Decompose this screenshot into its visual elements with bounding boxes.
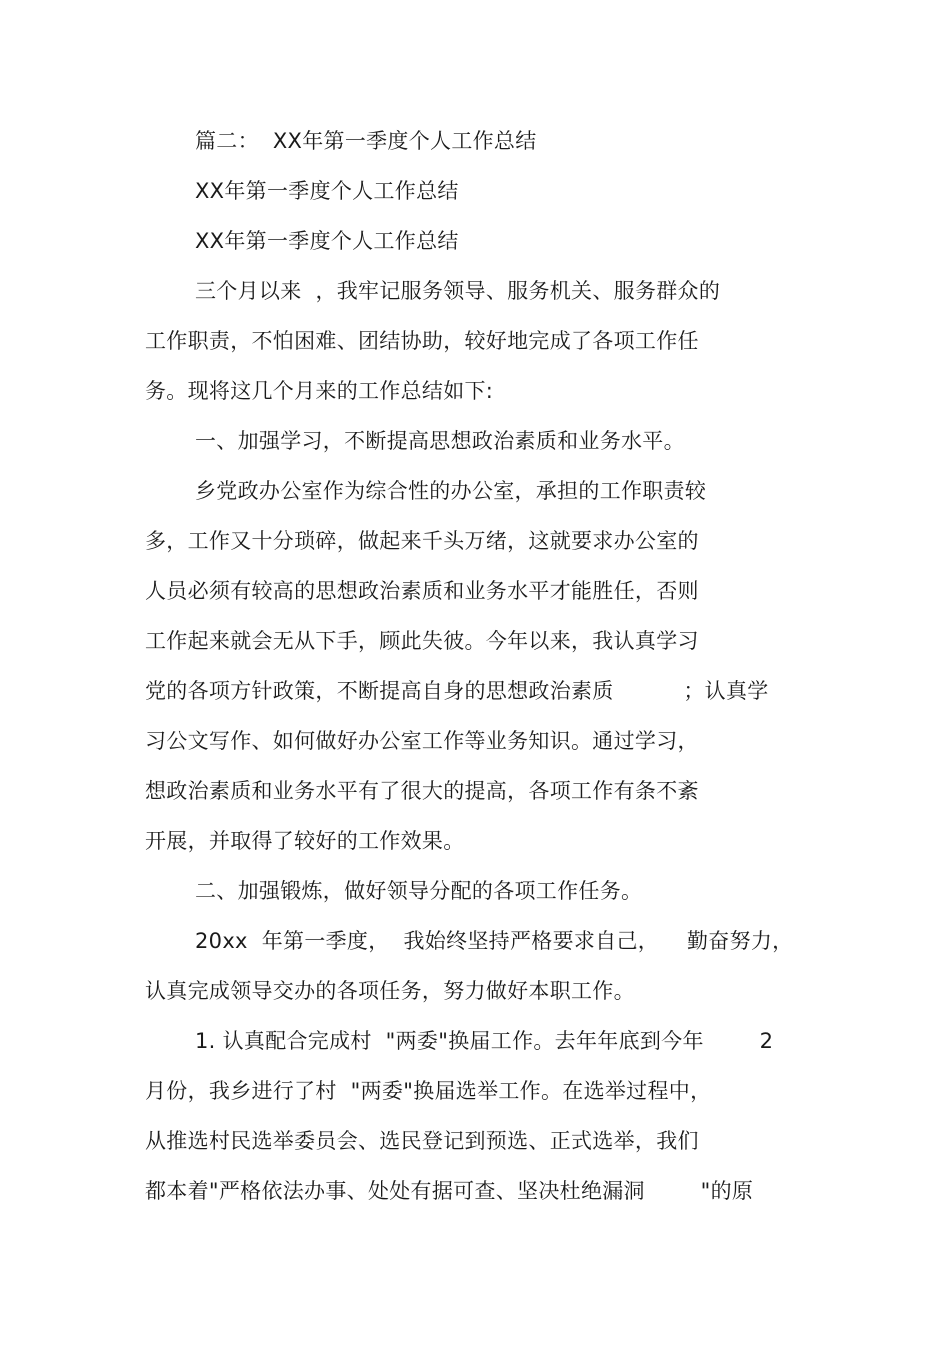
paragraph-line: 三个月以来 ，我牢记服务领导、服务机关、服务群众的	[195, 279, 721, 303]
paragraph-line: 工作职责，不怕困难、团结协助，较好地完成了各项工作任	[145, 329, 699, 353]
section-heading: 篇二： XX年第一季度个人工作总结	[195, 129, 537, 153]
section-heading-one: 一、加强学习，不断提高思想政治素质和业务水平。	[195, 429, 685, 453]
paragraph-line: 党的各项方针政策，不断提高自身的思想政治素质 ；认真学	[145, 679, 769, 703]
paragraph-line: 开展，并取得了较好的工作效果。	[145, 829, 465, 853]
paragraph-line: 人员必须有较高的思想政治素质和业务水平才能胜任，否则	[145, 579, 699, 603]
paragraph-line: 从推选村民选举委员会、选民登记到预选、正式选举，我们	[145, 1129, 699, 1153]
paragraph-line: 20xx 年第一季度， 我始终坚持严格要求自己， 勤奋努力，	[195, 929, 794, 953]
paragraph-line: 想政治素质和业务水平有了很大的提高，各项工作有条不紊	[145, 779, 699, 803]
paragraph-line: 工作起来就会无从下手，顾此失彼。今年以来，我认真学习	[145, 629, 699, 653]
document-subtitle: XX年第一季度个人工作总结	[195, 229, 459, 253]
document-title: XX年第一季度个人工作总结	[195, 179, 459, 203]
paragraph-line: 都本着"严格依法办事、处处有据可查、坚决杜绝漏洞 "的原	[145, 1179, 754, 1203]
section-heading-two: 二、加强锻炼，做好领导分配的各项工作任务。	[195, 879, 643, 903]
paragraph-line: 多，工作又十分琐碎，做起来千头万绪，这就要求办公室的	[145, 529, 699, 553]
paragraph-line: 务。现将这几个月来的工作总结如下:	[145, 379, 494, 403]
paragraph-line: 习公文写作、如何做好办公室工作等业务知识。通过学习，	[145, 729, 699, 753]
paragraph-line: 月份，我乡进行了村 "两委"换届选举工作。在选举过程中，	[145, 1079, 712, 1103]
paragraph-line: 乡党政办公室作为综合性的办公室，承担的工作职责较	[195, 479, 707, 503]
paragraph-line: 认真完成领导交办的各项任务，努力做好本职工作。	[145, 979, 635, 1003]
paragraph-line: 1. 认真配合完成村 "两委"换届工作。去年年底到今年 2	[195, 1029, 774, 1053]
